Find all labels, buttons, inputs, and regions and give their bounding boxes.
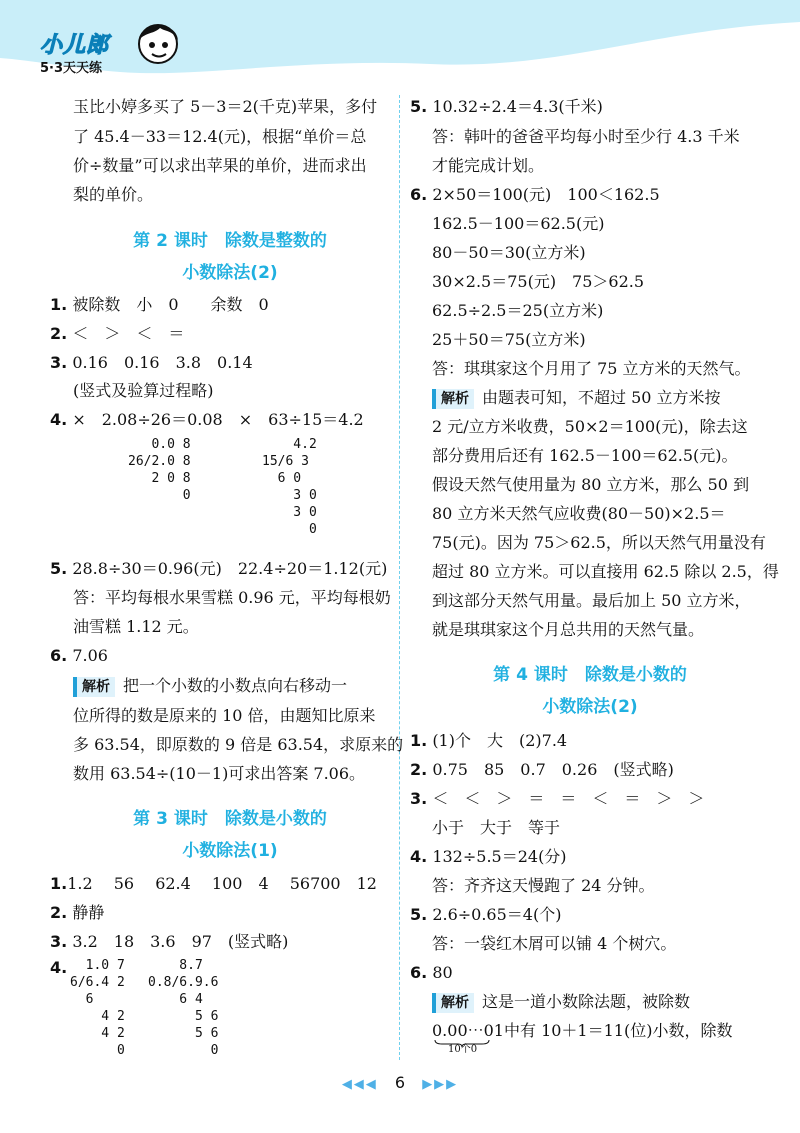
answer-line: 才能完成计划。 (432, 156, 545, 175)
question-3: 3. 3.2 18 3.6 97 (竖式略) (50, 932, 289, 951)
question-2: 2. ＜ ＞ ＜ ＝ (50, 324, 185, 343)
analysis-line: 2 元/立方米收费，50×2＝100(元)，除去这 (432, 417, 748, 436)
analysis-text: 由题表可知，不超过 50 立方米按 (482, 388, 721, 407)
answer-line: 25＋50＝75(立方米) (432, 330, 586, 349)
question-3: 3. 0.16 0.16 3.8 0.14 (50, 353, 253, 372)
intro-line: 了 45.4－33＝12.4(元)，根据“单价＝总 (73, 127, 367, 146)
intro-line: 玉比小婷多买了 5－3＝2(千克)苹果，多付 (73, 97, 378, 116)
answer-line: 小于 大于 等于 (432, 818, 561, 837)
answer-line: 答：琪琪家这个月用了 75 立方米的天然气。 (432, 359, 751, 378)
division-row: 3 0 (262, 505, 317, 520)
question-5: 5. 28.8÷30＝0.96(元) 22.4÷20＝1.12(元) (50, 559, 388, 578)
intro-line: 价÷数量”可以求出苹果的单价，进而求出 (73, 156, 367, 175)
answer-text: 被除数 小 0 余数 0 (72, 295, 269, 314)
question-1: 1. 被除数 小 0 余数 0 (50, 295, 269, 314)
page-number: 6 (394, 1073, 406, 1092)
division-row: 15/6 3 (262, 454, 309, 469)
long-division-4 (148, 957, 218, 1059)
answer-text: 28.8÷30＝0.96(元) 22.4÷20＝1.12(元) (72, 559, 388, 578)
left-arrows-icon: ◀◀◀ (341, 1077, 378, 1092)
intro-line: 梨的单价。 (73, 185, 154, 204)
lesson-4-title: 第 4 课时 除数是小数的 (493, 665, 687, 685)
question-1: 1. (1)个 大 (2)7.4 (410, 731, 568, 750)
answer-text: 3.2 18 3.6 97 (竖式略) (72, 932, 289, 951)
division-row: 3 0 (262, 488, 317, 503)
answer-text: 10.32÷2.4＝4.3(千米) (432, 97, 603, 116)
question-1: 1.1.2 56 62.4 100 4 56700 12 (50, 874, 377, 893)
analysis-line: 多 63.54，即原数的 9 倍是 63.54，求原来的 (73, 735, 404, 754)
answer-text: 静静 (72, 903, 105, 922)
analysis-label: 解析 (73, 677, 115, 697)
boy-mascot-icon (130, 16, 188, 68)
long-division-1 (128, 436, 191, 504)
division-row: 6 0 (262, 471, 302, 486)
division-row: 0 (262, 522, 317, 537)
division-row: 5 6 (148, 1009, 219, 1024)
answer-text: 1.2 56 62.4 100 4 56700 12 (67, 874, 377, 893)
question-3-note: (竖式及验算过程略) (73, 381, 214, 400)
answer-line: 答：韩叶的爸爸平均每小时至少行 4.3 千米 (432, 127, 740, 146)
analysis-line: 部分费用后还有 162.5－100＝62.5(元)。 (432, 446, 738, 465)
division-row: 4.2 (262, 437, 317, 452)
analysis-line: 超过 80 立方米。可以直接用 62.5 除以 2.5，得 (432, 562, 779, 581)
analysis-line: 80 立方米天然气应收费(80－50)×2.5＝ (432, 504, 726, 523)
analysis-line (432, 991, 690, 1013)
analysis-line: 数用 63.54÷(10－1)可求出答案 7.06。 (73, 764, 366, 783)
analysis-line: 到这部分天然气用量。最后加上 50 立方米， (432, 591, 751, 610)
division-row: 6/6.4 2 (70, 975, 125, 990)
division-row: 8.7 (148, 958, 203, 973)
answer-line: 80－50＝30(立方米) (432, 243, 586, 262)
lesson-4-subtitle: 小数除法(2) (542, 697, 638, 717)
question-6: 6. 7.06 (50, 646, 108, 665)
answer-line: 答：齐齐这天慢跑了 24 分钟。 (432, 876, 655, 895)
answer-line: 30×2.5＝75(元) 75＞62.5 (432, 272, 645, 291)
division-row: 5 6 (148, 1026, 219, 1041)
header-wave (0, 0, 800, 86)
analysis-line: 假设天然气使用量为 80 立方米，那么 50 到 (432, 475, 750, 494)
division-row: 0.0 8 (128, 437, 191, 452)
answer-line: 62.5÷2.5＝25(立方米) (432, 301, 604, 320)
right-arrows-icon: ▶▶▶ (422, 1077, 459, 1092)
page-header (0, 0, 800, 86)
division-row: 0 (70, 1043, 125, 1058)
analysis-line: 位所得的数是原来的 10 倍，由题知比原来 (73, 706, 376, 725)
analysis-line: 75(元)。因为 75＞62.5，所以天然气用量没有 (432, 533, 766, 552)
logo-title: 小儿郎 (40, 33, 110, 58)
answer-text: × 2.08÷26＝0.08 × 63÷15＝4.2 (72, 410, 364, 429)
division-row: 4 2 (70, 1009, 125, 1024)
analysis-line (432, 387, 721, 409)
division-row: 2 0 8 (128, 471, 191, 486)
answer-text: 2×50＝100(元) 100＜162.5 (432, 185, 660, 204)
question-6: 6. 80 (410, 963, 453, 982)
question-4: 4. × 2.08÷26＝0.08 × 63÷15＝4.2 (50, 410, 364, 429)
answer-line: 答：一袋红木屑可以铺 4 个树穴。 (432, 934, 677, 953)
page-footer (0, 1073, 800, 1092)
analysis-text: 把一个小数的小数点向右移动一 (123, 676, 348, 695)
question-5: 5. 10.32÷2.4＝4.3(千米) (410, 97, 603, 116)
analysis-line: 就是琪琪家这个月总共用的天然气量。 (432, 620, 705, 639)
analysis-line (73, 675, 347, 697)
answer-text: 2.6÷0.65＝4(个) (432, 905, 562, 924)
logo-subtitle: 5·3天天练 (40, 61, 103, 76)
long-division-3 (70, 957, 125, 1059)
question-4: 4. 132÷5.5＝24(分) (410, 847, 567, 866)
analysis-text: 这是一道小数除法题，被除数 (482, 992, 691, 1011)
question-6: 6. 2×50＝100(元) 100＜162.5 (410, 185, 660, 204)
division-row: 6 4 (148, 992, 203, 1007)
answer-line: 油雪糕 1.12 元。 (73, 617, 199, 636)
analysis-label: 解析 (432, 389, 474, 409)
question-4-number: 4. (50, 958, 68, 977)
answer-text: 80 (432, 963, 453, 982)
analysis-label: 解析 (432, 993, 474, 1013)
answer-text: 0.75 85 0.7 0.26 (竖式略) (432, 760, 674, 779)
question-3: 3. ＜ ＜ ＞ ＝ ＝ ＜ ＝ ＞ ＞ (410, 789, 705, 808)
lesson-2-subtitle: 小数除法(2) (182, 263, 278, 283)
division-row: 6 (70, 992, 94, 1007)
division-row: 1.0 7 (70, 958, 125, 973)
question-2: 2. 0.75 85 0.7 0.26 (竖式略) (410, 760, 674, 779)
answer-text: 132÷5.5＝24(分) (432, 847, 567, 866)
division-row: 0 (148, 1043, 219, 1058)
answer-text: (1)个 大 (2)7.4 (432, 731, 568, 750)
logo (40, 28, 109, 76)
division-row: 0.8/6.9.6 (148, 975, 219, 990)
division-row: 4 2 (70, 1026, 125, 1041)
answer-text: ＜ ＜ ＞ ＝ ＝ ＜ ＝ ＞ ＞ (432, 789, 705, 808)
answer-text: ＜ ＞ ＜ ＝ (72, 324, 185, 343)
question-2: 2. 静静 (50, 903, 105, 922)
long-division-2 (262, 436, 317, 538)
division-row: 26/2.0 8 (128, 454, 191, 469)
brace-note: 10个0 (448, 1044, 478, 1055)
lesson-3-title: 第 3 课时 除数是小数的 (133, 809, 327, 829)
answer-text: 7.06 (72, 646, 108, 665)
lesson-3-subtitle: 小数除法(1) (182, 841, 278, 861)
answer-line: 答：平均每根水果雪糕 0.96 元，平均每根奶 (73, 588, 391, 607)
answer-line: 162.5－100＝62.5(元) (432, 214, 605, 233)
answer-text: 0.16 0.16 3.8 0.14 (72, 353, 253, 372)
analysis-line: 0.00⋯01中有 10＋1＝11(位)小数，除数 (432, 1021, 733, 1040)
lesson-2-title: 第 2 课时 除数是整数的 (133, 231, 327, 251)
question-5: 5. 2.6÷0.65＝4(个) (410, 905, 562, 924)
division-row: 0 (128, 488, 191, 503)
